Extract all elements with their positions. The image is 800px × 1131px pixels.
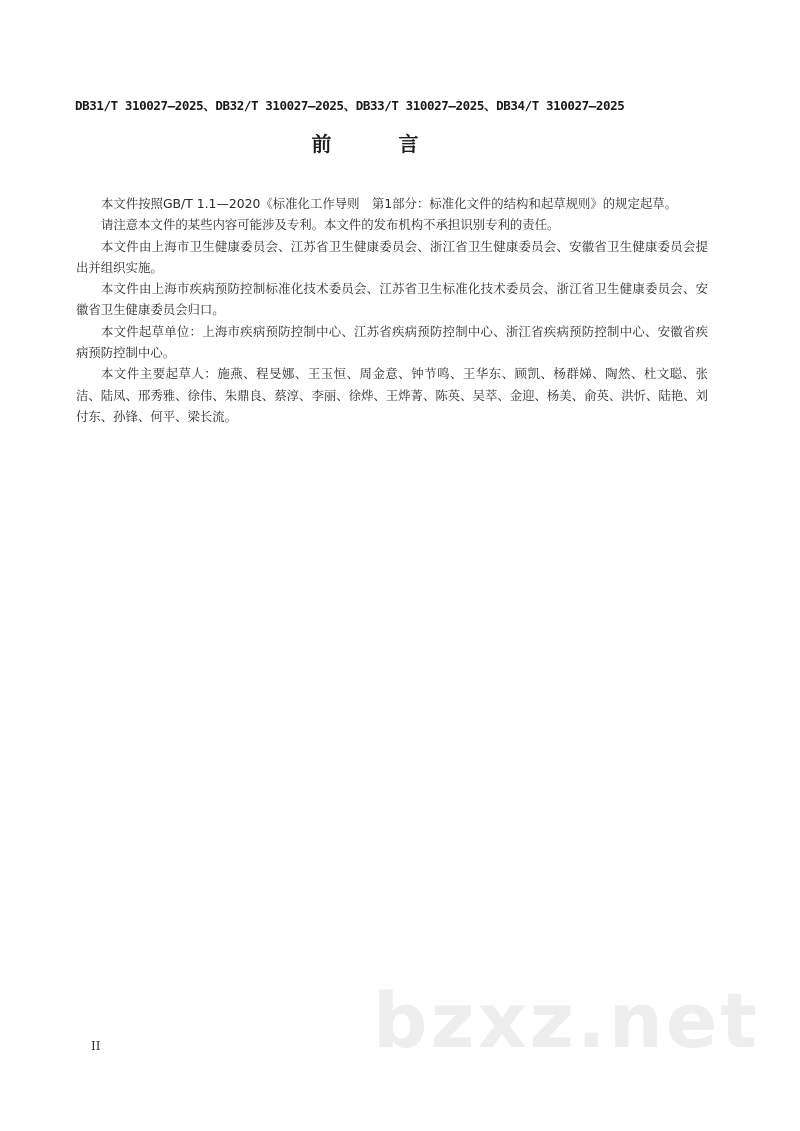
section-title: 前 言 — [311, 132, 449, 156]
standard-code-header: DB31/T 310027—2025、DB32/T 310027—2025、DB33/T 310027—2025、DB34/T 310027—2025 — [75, 98, 625, 113]
paragraph-drafters: 本文件主要起草人：施燕、程旻娜、王玉恒、周金意、钟节鸣、王华东、顾凯、杨群娣、陶然、杜文聪、张洁、陆凤、邢秀雅、徐伟、朱鼎良、蔡淳、李丽、徐烨、王烨菁、陈英、吴萃、金迎、杨美、俞英、洪忻、陆艳、刘付东、孙锋、何平、梁长流。 — [76, 366, 708, 424]
page-number: II — [91, 1039, 101, 1053]
paragraph-centralized-unit: 本文件由上海市疾病预防控制标准化技术委员会、江苏省卫生标准化技术委员会、浙江省卫生健康委员会、安徽省卫生健康委员会归口。 — [76, 281, 708, 318]
paragraph-drafting-units: 本文件起草单位：上海市疾病预防控制中心、江苏省疾病预防控制中心、浙江省疾病预防控制中心、安徽省疾病预防控制中心。 — [76, 323, 708, 361]
preface-body — [76, 193, 708, 427]
paragraph-drafting-rules: 本文件按照GB/T 1.1—2020《标准化工作导则 第1部分：标准化文件的结构和起草规则》的规定起草。 — [101, 196, 678, 211]
watermark-logo: bzxz.net — [373, 976, 760, 1065]
paragraph-proposer: 本文件由上海市卫生健康委员会、江苏省卫生健康委员会、浙江省卫生健康委员会、安徽省卫生健康委员会提出并组织实施。 — [76, 238, 708, 275]
paragraph-patent-notice: 请注意本文件的某些内容可能涉及专利。本文件的发布机构不承担识别专利的责任。 — [101, 217, 560, 233]
